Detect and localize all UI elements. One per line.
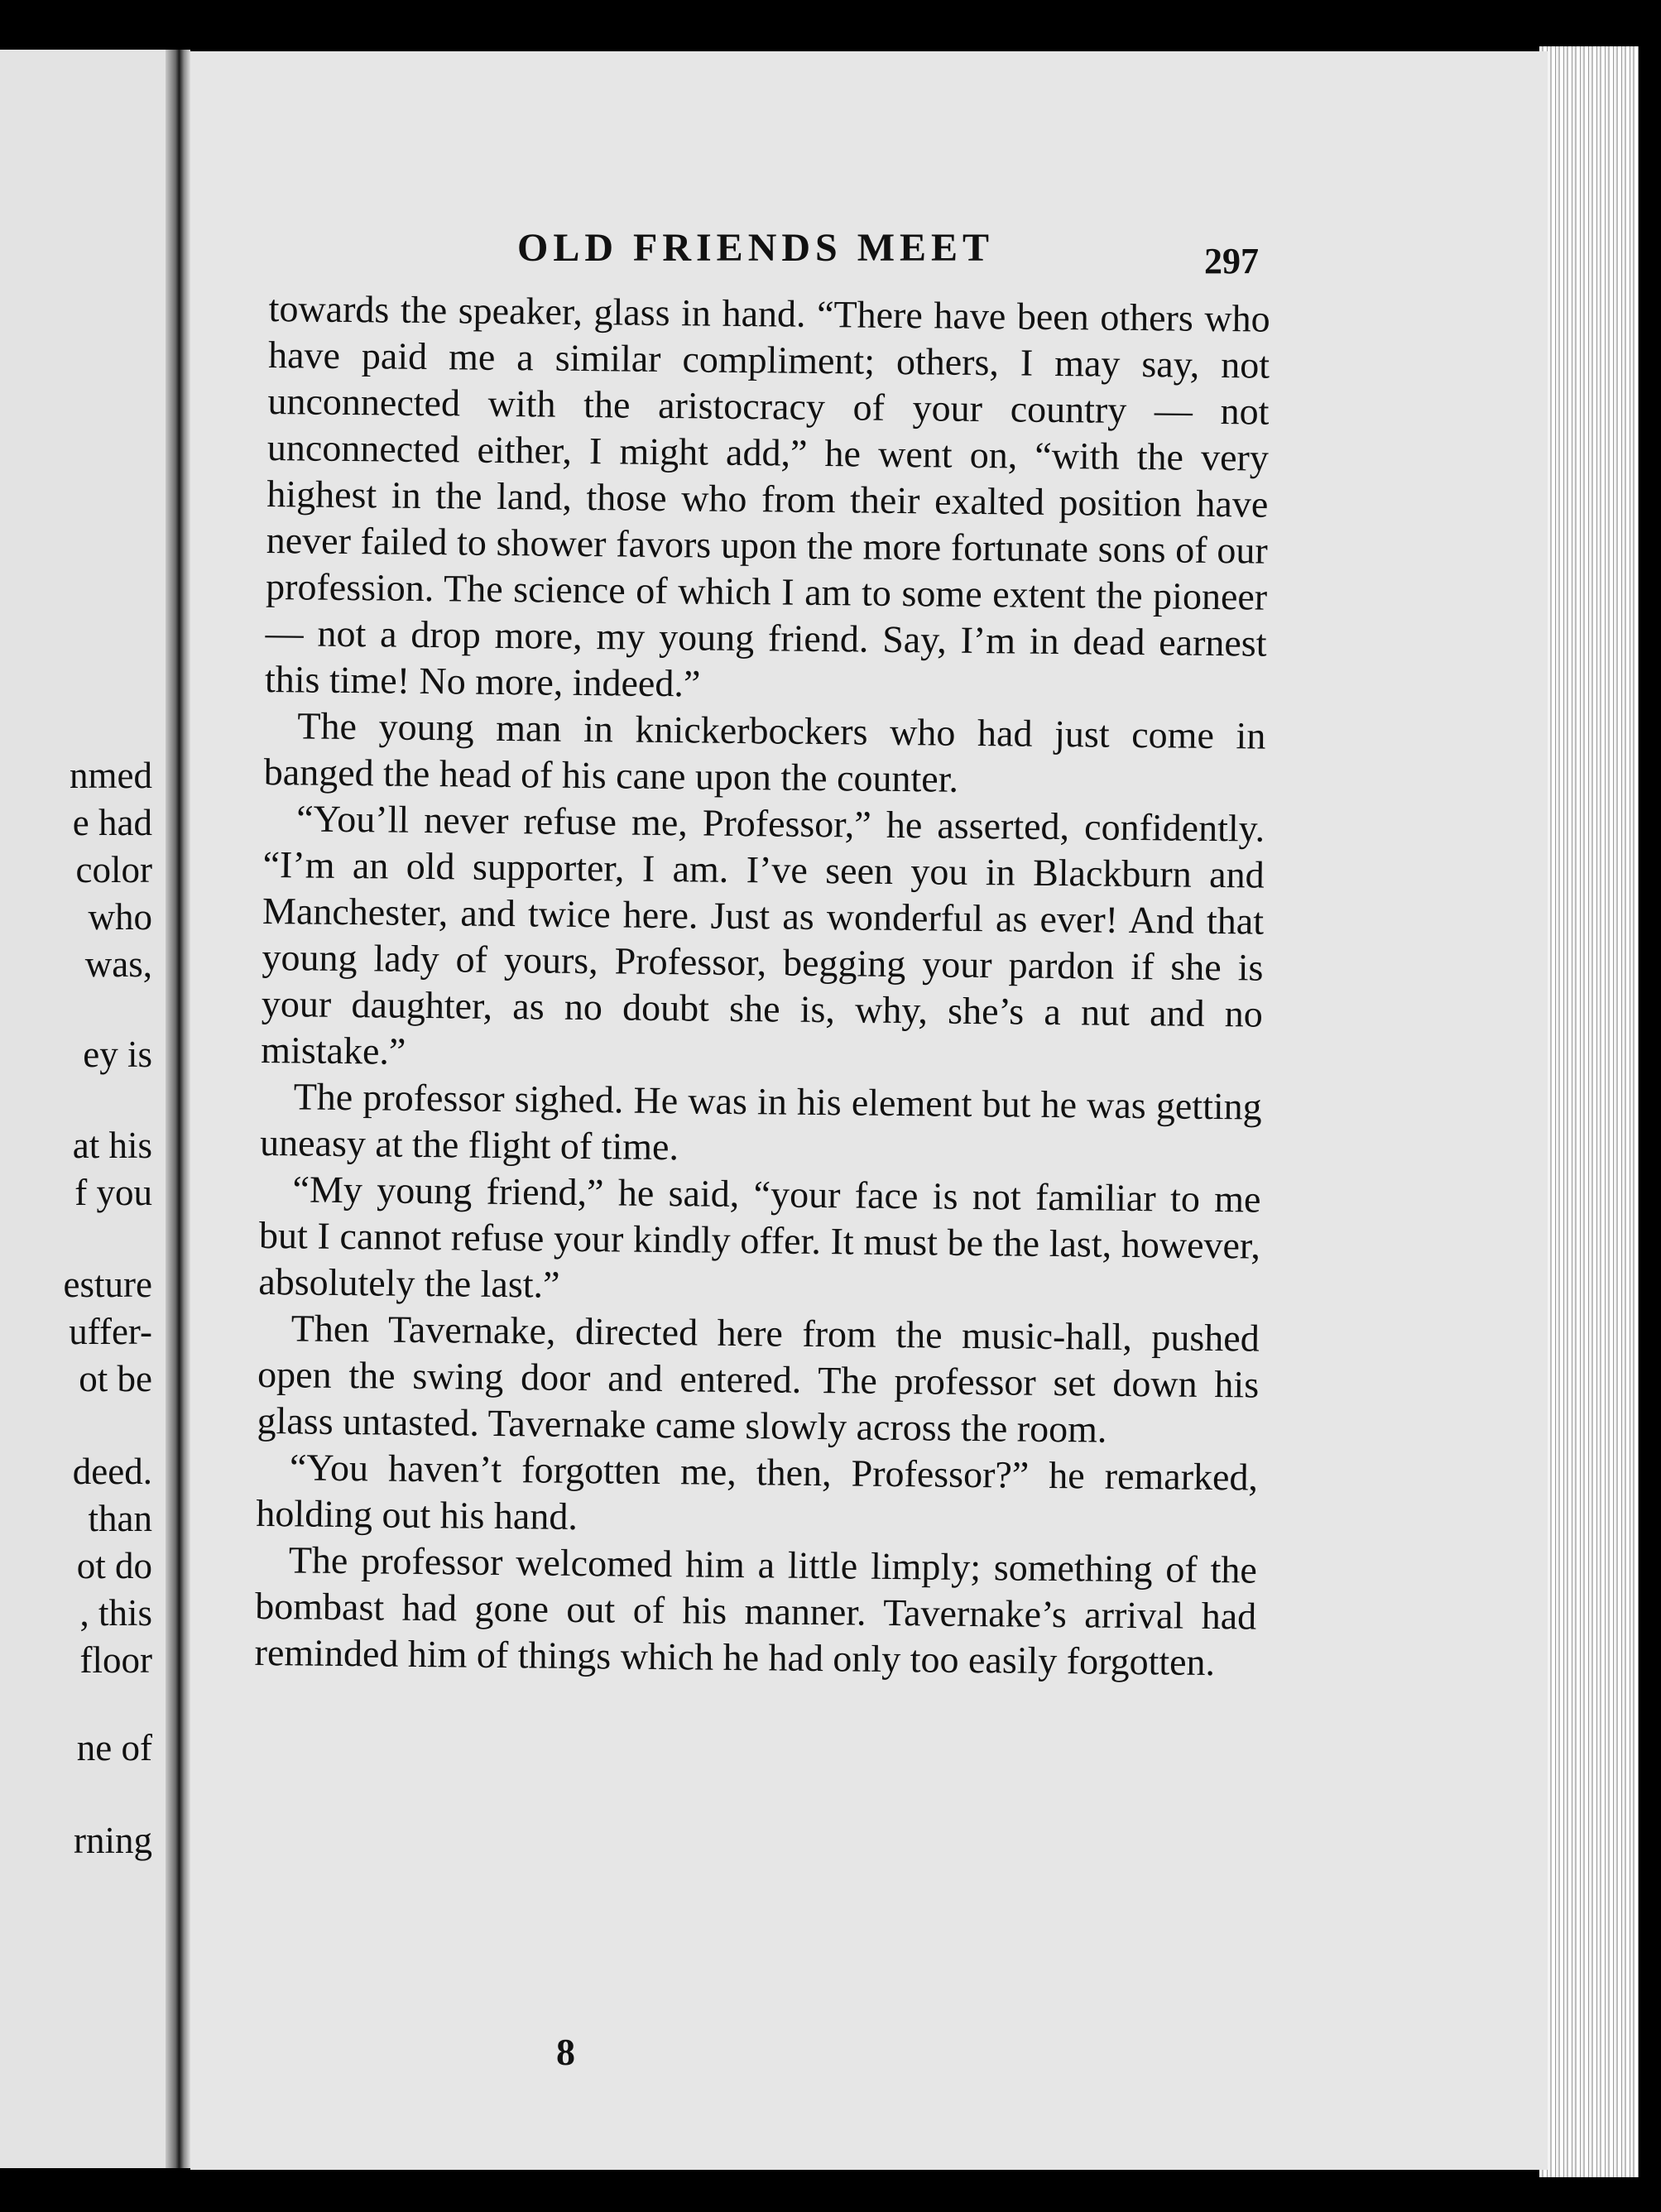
facing-page-fragment: f you: [74, 1172, 152, 1213]
running-head: OLD FRIENDS MEET: [517, 226, 995, 270]
facing-page-fragment: who: [88, 896, 152, 938]
paragraph: “My young friend,” he said, “your face is not familiar to me but I cannot refuse your kindly offer. It must be the last, however, absolutely the last.”: [258, 1168, 1261, 1306]
facing-page-fragment: esture: [63, 1264, 152, 1305]
facing-page-fragment: ey is: [83, 1034, 152, 1075]
facing-page-fragment: ot do: [76, 1545, 152, 1586]
book-gutter: [166, 50, 190, 2168]
signature-mark: 8: [556, 2031, 575, 2073]
paragraph: “You haven’t forgotten me, then, Professor?” he remarked, holding out his hand.: [256, 1446, 1259, 1538]
facing-page-fragment: , this: [79, 1592, 152, 1634]
facing-page-fragment: was,: [84, 943, 152, 985]
paragraph: towards the speaker, glass in hand. “There have been others who have paid me a similar compliment; others, I may say, not unconnected with the aristocracy of your country — not unconnected either, I might add,” he went on, “with the very highest in the land, those who from their exalted position have never failed to shower favors upon the more fortunate sons of our profession. The science of which I am to some extent the pioneer — not a drop more, my young friend. Say, I’m in dead earnest this time! No more, indeed.”: [264, 286, 1270, 705]
body-text: [254, 285, 1270, 1687]
facing-page-fragment: ne of: [76, 1727, 152, 1768]
facing-page-fragment: than: [88, 1498, 152, 1539]
facing-page: [0, 50, 166, 2168]
paragraph: Then Tavernake, directed here from the music-hall, pushed open the swing door and entered. The professor set down his glass untasted. Tavernake came slowly across the room.: [257, 1307, 1260, 1451]
facing-page-fragment: floor: [79, 1639, 152, 1681]
facing-page-fragment: at his: [72, 1125, 152, 1166]
facing-page-fragment: rning: [74, 1820, 152, 1861]
facing-page-fragment: e had: [72, 802, 152, 843]
facing-page-fragment: ot be: [79, 1358, 152, 1399]
facing-page-fragment: color: [75, 849, 152, 890]
paragraph: “You’ll never refuse me, Professor,” he asserted, confidently. “I’m an old supporter, I am. I’ve seen you in Blackburn and Manchester, and twice here. Just as wonderful as ever! And that young lady of yours, Professor, begging your pardon if she is your daughter, as no doubt she is, why, she’s a nut and no mistake.”: [261, 797, 1265, 1072]
paragraph: The young man in knickerbockers who had just come in banged the head of his cane upon the counter.: [263, 704, 1266, 800]
page-edges: [1539, 46, 1639, 2177]
facing-page-fragment: uffer-: [69, 1311, 152, 1352]
paragraph: The professor sighed. He was in his element but he was getting uneasy at the flight of time.: [259, 1075, 1262, 1168]
paragraph: The professor welcomed him a little limply; something of the bombast had gone out of his manner. Tavernake’s arrival had reminded him of things which he had only too easily forgotten.: [254, 1538, 1258, 1684]
page-number: 297: [1204, 241, 1259, 281]
facing-page-fragment: deed.: [72, 1451, 152, 1492]
facing-page-fragment: nmed: [70, 755, 152, 796]
